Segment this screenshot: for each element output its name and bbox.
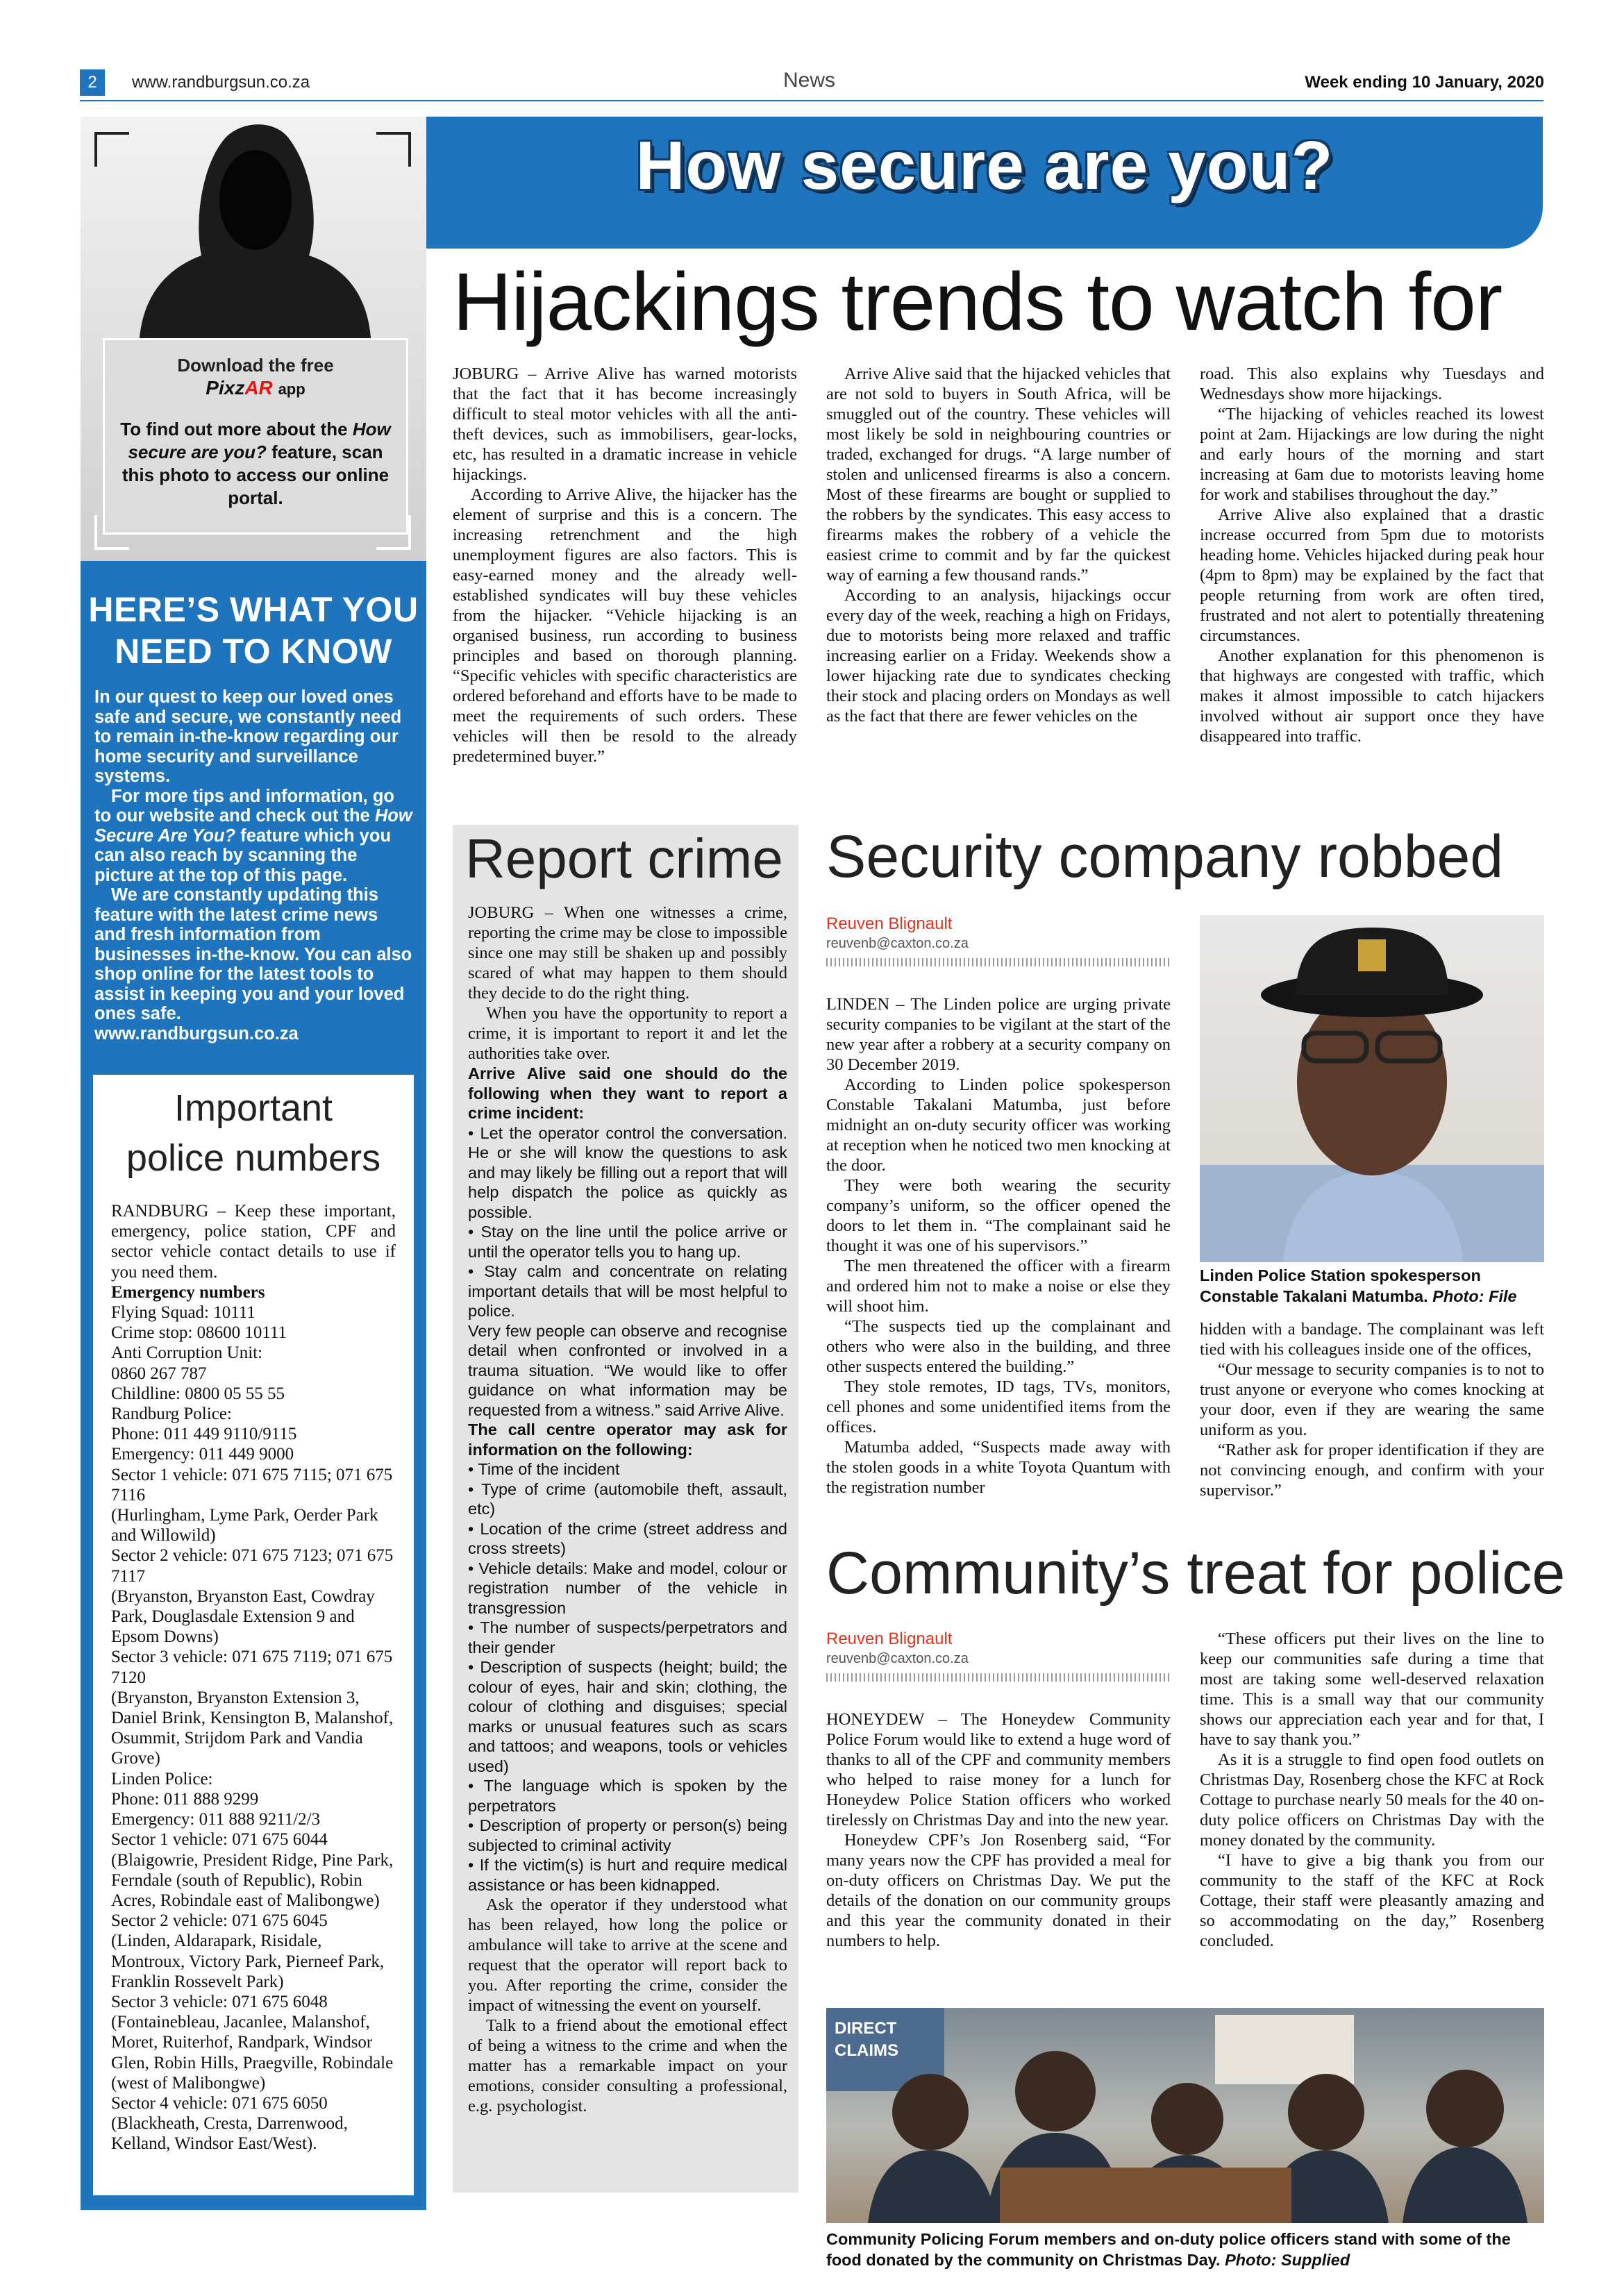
police-number-line: Randburg Police: [111,1405,232,1424]
report-list-item: • The language which is spoken by the perpetrators [468,1777,787,1815]
police-number-line: Sector 3 vehicle: 071 675 6048 [111,1992,328,2011]
security-byline: Reuven Blignault [826,914,953,933]
report-list-item: • If the victim(s) is hurt and require medical assistance or has been kidnapped. [468,1856,787,1894]
paragraph: According to Arrive Alive, the hijacker has the element of surprise and this is a concern. The increasing retrenchment and the high unemployment figures are also factors. This is easy-earned money and the already well-established syndicates will buy these vehicles from the hijacker. “Vehicle hijacking is an organised business, run according to business principles and based on thorough planning. “Specific vehicles with specific characteristics are ordered beforehand and efforts have to be made to meet the requirements of such orders. These vehicles will then be resold to the already predetermined buyer.” [453,485,797,766]
police-numbers-title: Important police numbers [126,1087,381,1179]
here-title: HERE’S WHAT YOU NEED TO KNOW [88,590,419,671]
police-number-line: (Hurlingham, Lyme Park, Oerder Park and Willowild) [111,1506,378,1545]
paragraph: “The suspects tied up the complainant and others who were also in the building, and three other suspects entered the building.” [826,1317,1171,1376]
report-list-item: • Type of crime (automobile theft, assault, etc) [468,1480,787,1518]
constable-photo[interactable] [1200,915,1544,1262]
police-number-line: Phone: 011 888 9299 [111,1789,259,1809]
paragraph: According to Linden police spokesperson Constable Takalani Matumba, just before midnight an on-duty security officer was working at reception when he noticed two men knocking at the door. [826,1075,1171,1175]
security-column-2 [1200,1319,1544,1500]
police-number-line: (Bryanston, Bryanston East, Cowdray Park, Douglasdale Extension 9 and Epsom Downs) [111,1586,375,1647]
paragraph: Another explanation for this phenomenon is that highways are congested with traffic, which makes it almost impossible to catch hijackers involved without air support once they have disappeared into traffic. [1200,646,1544,746]
report-list-item: • Let the operator control the conversation. He or she will know the questions to ask and may likely be filling out a report that will help dispatch the police as quickly as possible. [468,1123,787,1221]
byline-divider [826,1673,1171,1682]
constable-caption: Linden Police Station spokesperson Constable Takalani Matumba. Photo: File [1200,1266,1517,1305]
police-number-line: Emergency: 011 888 9211/2/3 [111,1810,321,1829]
security-byline-block [826,914,1171,966]
security-headline: Security company robbed [826,823,1504,890]
direct-claims-sign: DIRECT CLAIMS [826,2008,944,2091]
paragraph: road. This also explains why Tuesdays and Wednesdays show more hijackings. [1200,364,1544,403]
paragraph: “Our message to security companies is to not to trust anyone or everyone who comes knocking at your door, even if they are wearing the same uniform as you. [1200,1360,1544,1439]
paragraph: The men threatened the officer with a firearm and ordered him not to make a noise or else they will shoot him. [826,1257,1171,1316]
police-number-line: Anti Corruption Unit: [111,1343,263,1363]
paragraph: As it is a struggle to find open food outlets on Christmas Day, Rosenberg chose the KFC at Rock Cottage to purchase nearly 50 meals for the 40 on-duty police officers on Christmas Day with the money donated by the community. [1200,1750,1544,1850]
report-list-item: • Location of the crime (street address and cross streets) [468,1519,787,1557]
community-byline: Reuven Blignault [826,1629,953,1648]
police-number-line: (Linden, Aldarapark, Risidale, Montroux, Victory Park, Pierneef Park, Franklin Rossevelt Park) [111,1932,385,1991]
group-caption: Community Policing Forum members and on-duty police officers stand with some of the food donated by the community on Christmas Day. Photo: Supplied [826,2230,1511,2269]
byline-divider [826,958,1171,966]
paragraph: “These officers put their lives on the line to keep our communities safe during a time that most are taking some well-deserved relaxation time. This is a small way that our community shows our appreciation each year and for that, I have to say thank you.” [1200,1629,1544,1749]
report-crime-title: Report crime [465,828,783,889]
paragraph: Arrive Alive said that the hijacked vehicles that are not sold to buyers in South Africa, will be smuggled out of the country. These vehicles will most likely be sold in neighbouring countries or traded, exchanged for drugs. “A large number of stolen and unlicensed firearms is also a concern. Most of these firearms are bought or supplied to the robbers by the syndicates. This easy access to firearms makes the robbery of a vehicle the easiest crime to commit and by far the quickest way of earning a few thousand rands.” [826,364,1171,585]
police-number-line: (Bryanston, Bryanston Extension 3, Daniel Brink, Kensington B, Malanshof, Osummit, Strijdom Park and Vandia Grove) [111,1688,394,1768]
report-list-item: • Time of the incident [468,1460,620,1478]
paragraph: “I have to give a big thank you from our community to the staff of the KFC at Rock Cottage, their staff were pleasantly amazing and so accommodating on the day,” Rosenberg concluded. [1200,1851,1544,1950]
security-email[interactable]: reuvenb@caxton.co.za [826,936,969,951]
community-email[interactable]: reuvenb@caxton.co.za [826,1651,969,1666]
report-list-item: • Stay calm and concentrate on relating important details that will be most helpful to police. [468,1262,787,1320]
paragraph: They were both wearing the security company’s uniform, so the officer opened the doors to let them in. “The complainant said he thought it was one of his supervisors.” [826,1176,1171,1255]
community-headline: Community’s treat for police [826,1540,1566,1607]
here-url-link[interactable]: www.randburgsun.co.za [94,1023,299,1044]
police-number-line: Linden Police: [111,1769,213,1788]
paragraph: Arrive Alive also explained that a drastic increase occurred from 5pm due to motorists heading home. Vehicles hijacked during peak hour (4pm to 8pm) may be explained by the fact that people returning from work are often tired, frustrated and not alert to potentially threatening circumstances. [1200,505,1544,645]
hijack-column-2 [826,364,1171,726]
police-number-line: Sector 1 vehicle: 071 675 6044 [111,1830,328,1850]
police-number-line: Emergency: 011 449 9000 [111,1445,294,1464]
paragraph: JOBURG – Arrive Alive has warned motorists that the fact that it has become increasingly difficult to steal motor vehicles with all the anti-theft devices, such as immobilisers, gear-locks, etc, has resulted in a dramatic increase in vehicle hijackings. [453,364,797,484]
hooded-figure-image [111,117,396,353]
police-number-line: Sector 2 vehicle: 071 675 7123; 071 675 7117 [111,1546,394,1586]
ar-promo-box[interactable] [103,338,408,535]
section-label: News [783,69,836,92]
community-column-1 [826,1709,1171,1951]
paragraph: They stole remotes, ID tags, TVs, monitors, cell phones and some unidentified items from the offices. [826,1377,1171,1436]
police-number-line: (Blackheath, Cresta, Darrenwood, Kelland, Windsor East/West). [111,2114,348,2154]
ar-instructions: To find out more about the How secure are you? feature, scan this photo to access our online portal. [120,419,391,508]
report-list-item: • The number of suspects/perpetrators and their gender [468,1618,787,1657]
paragraph: HONEYDEW – The Honeydew Community Police Forum would like to extend a huge word of thanks to all of the CPF and community members who helped to raise money for a lunch for Honeydew Police Station officers who worked tirelessly on Christmas Day and into the new year. [826,1710,1171,1829]
paragraph: Matumba added, “Suspects made away with the stolen goods in a white Toyota Quantum with the registration number [826,1438,1171,1497]
police-number-line: Sector 3 vehicle: 071 675 7119; 071 675 7120 [111,1648,393,1687]
police-number-line: 0860 267 787 [111,1364,207,1383]
report-list-item: • Stay on the line until the police arrive or until the operator tells you to hang up. [468,1223,787,1261]
page-number: 2 [80,69,105,96]
police-number-line: Crime stop: 08600 10111 [111,1323,287,1343]
website-url[interactable]: www.randburgsun.co.za [132,73,310,92]
police-number-line: Childline: 0800 05 55 55 [111,1384,285,1403]
group-photo[interactable] [826,2008,1544,2223]
report-list-item: • Description of property or person(s) being subjected to criminal activity [468,1816,787,1854]
hijack-column-1 [453,364,797,766]
hijack-column-3 [1200,364,1544,746]
report-crime-body: JOBURG – When one witnesses a crime, reporting the crime may be close to impossible since one may still be shaken up and possibly scared of what may happen to them should they decide to do the right thing. When you have the opportunity to report a crime, it is important to report it and let the authorities take over. Arrive Alive said one should do the following when they want to report a crime incident: • Let the operator control the conversation. He or she will know the questions to ask and may likely be filling out a report that will help dispatch the police as quickly as possible. • Stay on the line until the police arrive or until the operator tells you to hang up. • Stay calm and concentrate on relating important details that will be most helpful to police. Very few people can observe and recognise detail when confronted or involved in a trauma situation. “We would like to offer guidance on what information may be requested from a witness.” said Arrive Alive. The call centre operator may ask for information on the following: • Time of the incident • Type of crime (automobile theft, assault, etc) • Location of the crime (street address and cross streets) • Vehicle details: Make and model, colour or registration number of the vehicle in transgression • The number of suspects/perpetrators and their gender • Description of suspects (height; build; the colour of eyes, hair and skin; clothing, the colour of clothing and disguises; special marks or unusual features such as scars and tattoos; and weapons, tools or vehicles used) • The language which is spoken by the perpetrators • Description of property or person(s) being subjected to criminal activity • If the victim(s) is hurt and require medical assistance or has been kidnapped. Ask the operator if they understood what has been relayed, how long the police or ambulance will take to arrive at the scene and request that the operator will report back to you. After reporting the crime, consider the impact of witnessing the event on yourself. Talk to a friend about the emotional effect of being a witness to the crime and when the matter has a remarkable impact on your emotions, consider consulting a professional, e.g. psychologist. [468,903,787,2115]
ar-download-text: Download the free [177,355,334,376]
police-numbers-list: RANDBURG – Keep these important, emergency, police station, CPF and sector vehicle contact details to use if you need them. Emergency numbers Flying Squad: 10111 Crime stop: 08600 10111 Anti Corruption Unit: 0860 267 787 Childline: 0800 05 55 55 Randburg Police: Phone: 011 449 9110/9115 Emergency: 011 449 9000 Sector 1 vehicle: 071 675 7115; 071 675 7116 (Hurlingham, Lyme Park, Oerder Park and Willowild) Sector 2 vehicle: 071 675 7123; 071 675 7117 (Bryanston, Bryanston East, Cowdray Park, Douglasdale Extension 9 and Epsom Downs) Sector 3 vehicle: 071 675 7119; 071 675 7120 (Bryanston, Bryanston Extension 3, Daniel Brink, Kensington B, Malanshof, Osummit, Strijdom Park and Vandia Grove) Linden Police: Phone: 011 888 9299 Emergency: 011 888 9211/2/3 Sector 1 vehicle: 071 675 6044 (Blaigowrie, President Ridge, Pine Park, Ferndale (south of Republic), Robin Acres, Robindale east of Malibongwe) Sector 2 vehicle: 071 675 6045 (Linden, Aldarapark, Risidale, Montroux, Victory Park, Pierneef Park, Franklin Rossevelt Park) Sector 3 vehicle: 071 675 6048 (Fontainebleau, Jacanlee, Malanshof, Moret, Ruiterhof, Randpark, Windsor Glen, Robin Hills, Praegville, Robindale (west of Malibongwe) Sector 4 vehicle: 071 675 6050 (Blackheath, Cresta, Darrenwood, Kelland, Windsor East/West). [111,1202,396,2154]
paragraph: According to an analysis, hijackings occur every day of the week, reaching a high on Fridays, due to motorists being more relaxed and traffic increasing earlier on a Friday. Weekends show a lower hijacking rate due to syndicates checking their stock and placing orders on Mondays as well as the fact that there are fewer vehicles on the [826,586,1171,726]
header-rule [80,100,1543,101]
police-number-line: Sector 1 vehicle: 071 675 7115; 071 675 7116 [111,1465,393,1505]
main-headline: Hijackings trends to watch for [453,256,1502,348]
report-list-item: • Description of suspects (height; build; the colour of eyes, hair and skin; clothing, the colour of clothing and disguises; special marks or unusual features such as scars and tattoos; and weapons, tools or vehicles used) [468,1658,787,1775]
paragraph: “The hijacking of vehicles reached its lowest point at 2am. Hijackings are low during the night and early hours of the morning and start increasing at 6am due to motorists leaving home for work and stabilises throughout the day.” [1200,405,1544,504]
police-number-line: Flying Squad: 10111 [111,1303,256,1323]
community-byline-block [826,1629,1171,1682]
police-number-line: (Fontainebleau, Jacanlee, Malanshof, Moret, Ruiterhof, Randpark, Windsor Glen, Robin Hills, Praegville, Robindale (west of Malibongwe) [111,2013,394,2093]
feature-title: How secure are you? [635,127,1334,203]
paragraph: “Rather ask for proper identification if they are not convincing enough, and confirm with your supervisor.” [1200,1441,1544,1500]
security-column-1 [826,994,1171,1498]
pixzar-logo: PixzAR app [206,377,305,399]
police-number-line: Sector 2 vehicle: 071 675 6045 [111,1911,328,1931]
issue-date: Week ending 10 January, 2020 [1305,73,1544,92]
police-number-line: Sector 4 vehicle: 071 675 6050 [111,2093,328,2113]
police-number-line: (Blaigowrie, President Ridge, Pine Park, Ferndale (south of Republic), Robin Acres, Robindale east of Malibongwe) [111,1850,394,1910]
here-body: In our quest to keep our loved ones safe and secure, we constantly need to remain in-the-know regarding our home security and surveillance systems. For more tips and information, go to our website and check out the How Secure Are You? feature which you can also reach by scanning the picture at the top of this page. We are constantly updating this feature with the latest crime news and fresh information from businesses in-the-know. You can also shop online for the latest tools to assist in keeping you and your loved ones safe. www.randburgsun.co.za [94,687,414,1044]
scan-corner-top-left [94,132,129,167]
report-list-item: • Vehicle details: Make and model, colour or registration number of the vehicle in transgression [468,1559,787,1617]
paragraph: LINDEN – The Linden police are urging private security companies to be vigilant at the start of the new year after a robbery at a security company on 30 December 2019. [826,995,1171,1074]
paragraph: hidden with a bandage. The complainant was left tied with his colleagues inside one of the offices, [1200,1320,1544,1359]
paragraph: Honeydew CPF’s Jon Rosenberg said, “For many years now the CPF has provided a meal for on-duty officers on Christmas Day. We put the details of the donation on our community groups and this year the community donated in their numbers to help. [826,1831,1171,1950]
police-number-line: Phone: 011 449 9110/9115 [111,1425,297,1444]
community-column-2 [1200,1629,1544,1951]
scan-corner-top-right [376,132,411,167]
